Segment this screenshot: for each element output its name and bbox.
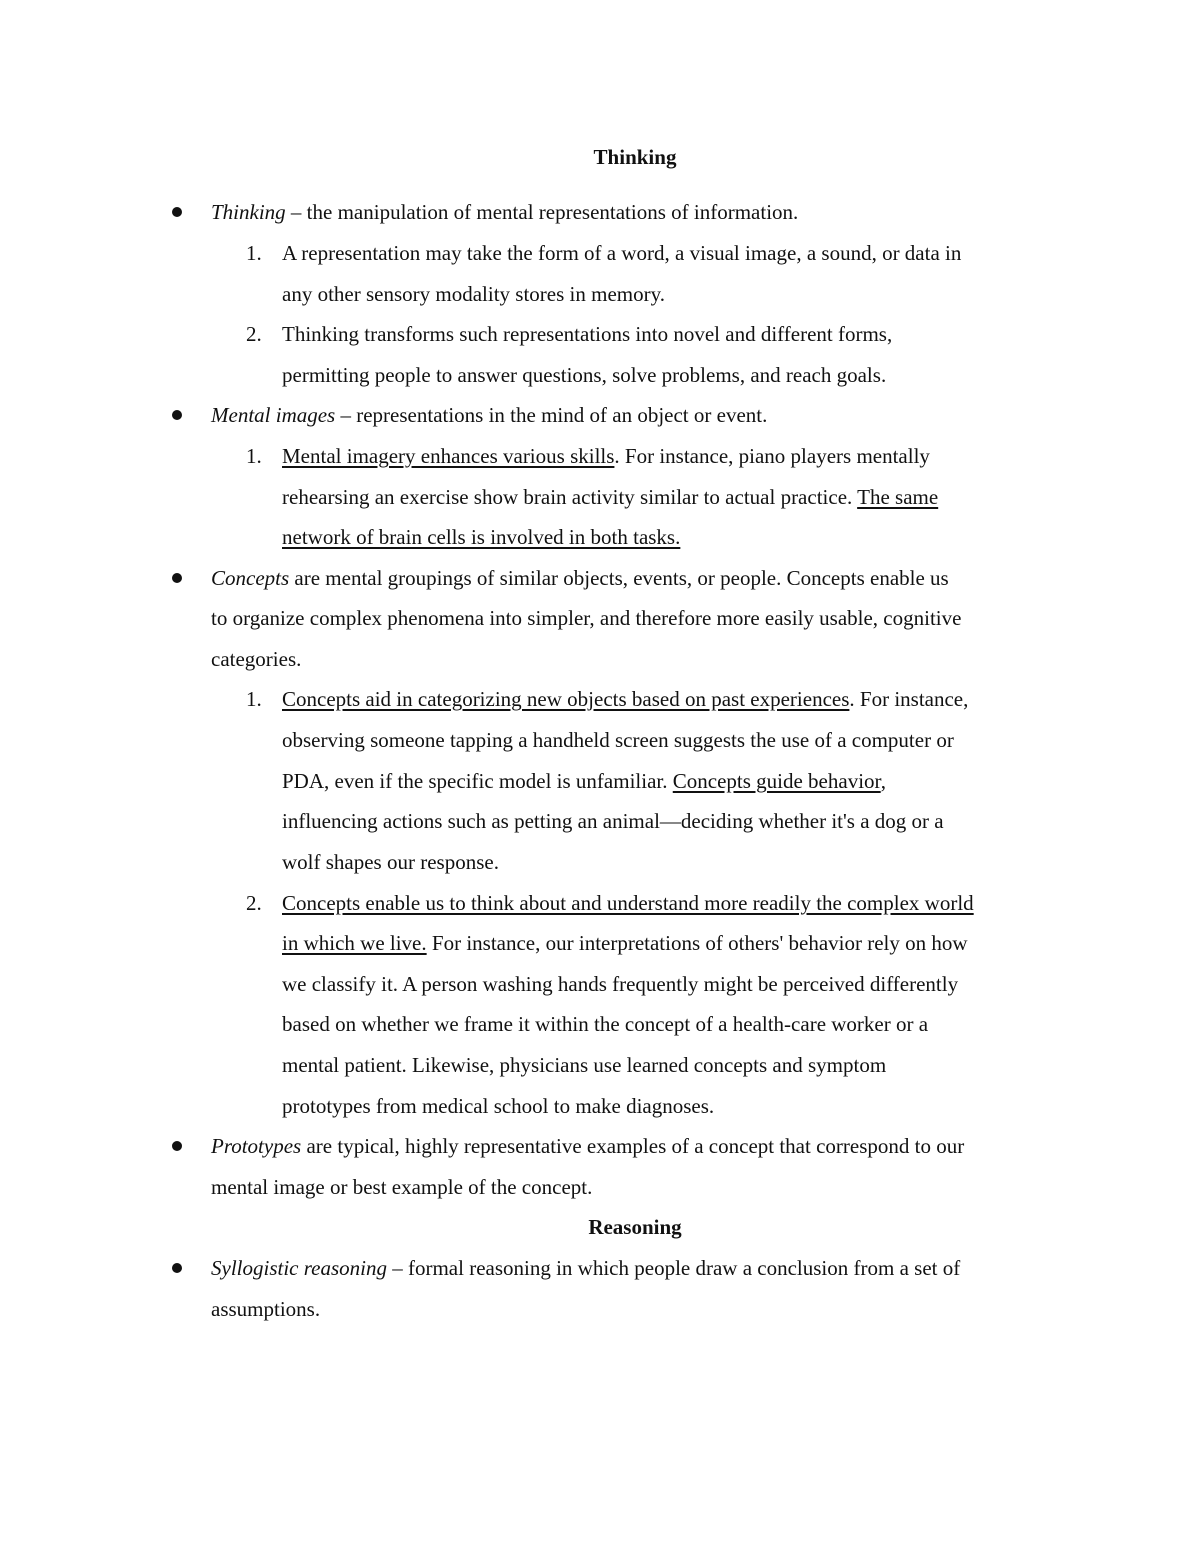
term-concepts: Concepts xyxy=(211,566,290,590)
thinking-definition: Thinking – the manipulation of mental representations of information. xyxy=(211,200,799,224)
list-number: 2. xyxy=(246,891,262,915)
thinking-point-2-line-2: permitting people to answer questions, solve problems, and reach goals. xyxy=(282,363,887,387)
list-number: 1. xyxy=(246,444,262,468)
thinking-point-2-line-1: Thinking transforms such representations into novel and different forms, xyxy=(282,322,893,346)
concepts-point-1-line-5: wolf shapes our response. xyxy=(282,850,499,874)
list-number: 1. xyxy=(246,687,262,711)
concepts-point-1-line-1: Concepts aid in categorizing new objects based on past experiences. For instance, xyxy=(282,687,969,711)
concepts-point-2-line-6: prototypes from medical school to make diagnoses. xyxy=(282,1094,715,1118)
concepts-line-2: to organize complex phenomena into simpler, and therefore more easily usable, cognitive xyxy=(211,606,962,630)
thinking-point-1-line-1: A representation may take the form of a word, a visual image, a sound, or data in xyxy=(282,241,962,265)
concepts-line-1: Concepts are mental groupings of similar objects, events, or people. Concepts enable us xyxy=(211,566,949,590)
heading-reasoning: Reasoning xyxy=(588,1215,682,1239)
mental-images-definition: Mental images – representations in the mind of an object or event. xyxy=(211,403,768,427)
thinking-point-1-line-2: any other sensory modality stores in memory. xyxy=(282,282,665,306)
bullet-icon xyxy=(172,410,182,420)
syllogistic-line-1: Syllogistic reasoning – formal reasoning in which people draw a conclusion from a set of xyxy=(211,1256,961,1280)
mental-images-point-1-line-1: Mental imagery enhances various skills. For instance, piano players mentally xyxy=(282,444,930,468)
term-prototypes: Prototypes xyxy=(211,1134,302,1158)
concepts-point-1-line-4: influencing actions such as petting an animal—deciding whether it's a dog or a xyxy=(282,809,944,833)
concepts-point-1-line-3: PDA, even if the specific model is unfamiliar. Concepts guide behavior, xyxy=(282,769,886,793)
list-number: 2. xyxy=(246,322,262,346)
term-mental-images: Mental images xyxy=(211,403,336,427)
list-number: 1. xyxy=(246,241,262,265)
term-thinking: Thinking xyxy=(211,200,286,224)
bullet-icon xyxy=(172,1263,182,1273)
prototypes-line-1: Prototypes are typical, highly representative examples of a concept that correspond to our xyxy=(211,1134,965,1158)
bullet-icon xyxy=(172,573,182,583)
mental-images-point-1-line-3: network of brain cells is involved in both tasks. xyxy=(282,525,681,549)
term-syllogistic-reasoning: Syllogistic reasoning xyxy=(211,1256,387,1280)
syllogistic-line-2: assumptions. xyxy=(211,1297,321,1321)
mental-images-point-1-line-2: rehearsing an exercise show brain activity similar to actual practice. The same xyxy=(282,485,939,509)
concepts-point-2-line-3: we classify it. A person washing hands frequently might be perceived differently xyxy=(282,972,959,996)
bullet-icon xyxy=(172,207,182,217)
prototypes-line-2: mental image or best example of the concept. xyxy=(211,1175,593,1199)
concepts-point-2-line-5: mental patient. Likewise, physicians use learned concepts and symptom xyxy=(282,1053,887,1077)
concepts-point-1-line-2: observing someone tapping a handheld screen suggests the use of a computer or xyxy=(282,728,954,752)
concepts-line-3: categories. xyxy=(211,647,302,671)
concepts-point-2-line-2: in which we live. For instance, our interpretations of others' behavior rely on how xyxy=(282,931,968,955)
heading-thinking: Thinking xyxy=(593,145,677,169)
concepts-point-2-line-4: based on whether we frame it within the concept of a health-care worker or a xyxy=(282,1012,929,1036)
concepts-point-2-line-1: Concepts enable us to think about and understand more readily the complex world xyxy=(282,891,974,915)
bullet-icon xyxy=(172,1141,182,1151)
